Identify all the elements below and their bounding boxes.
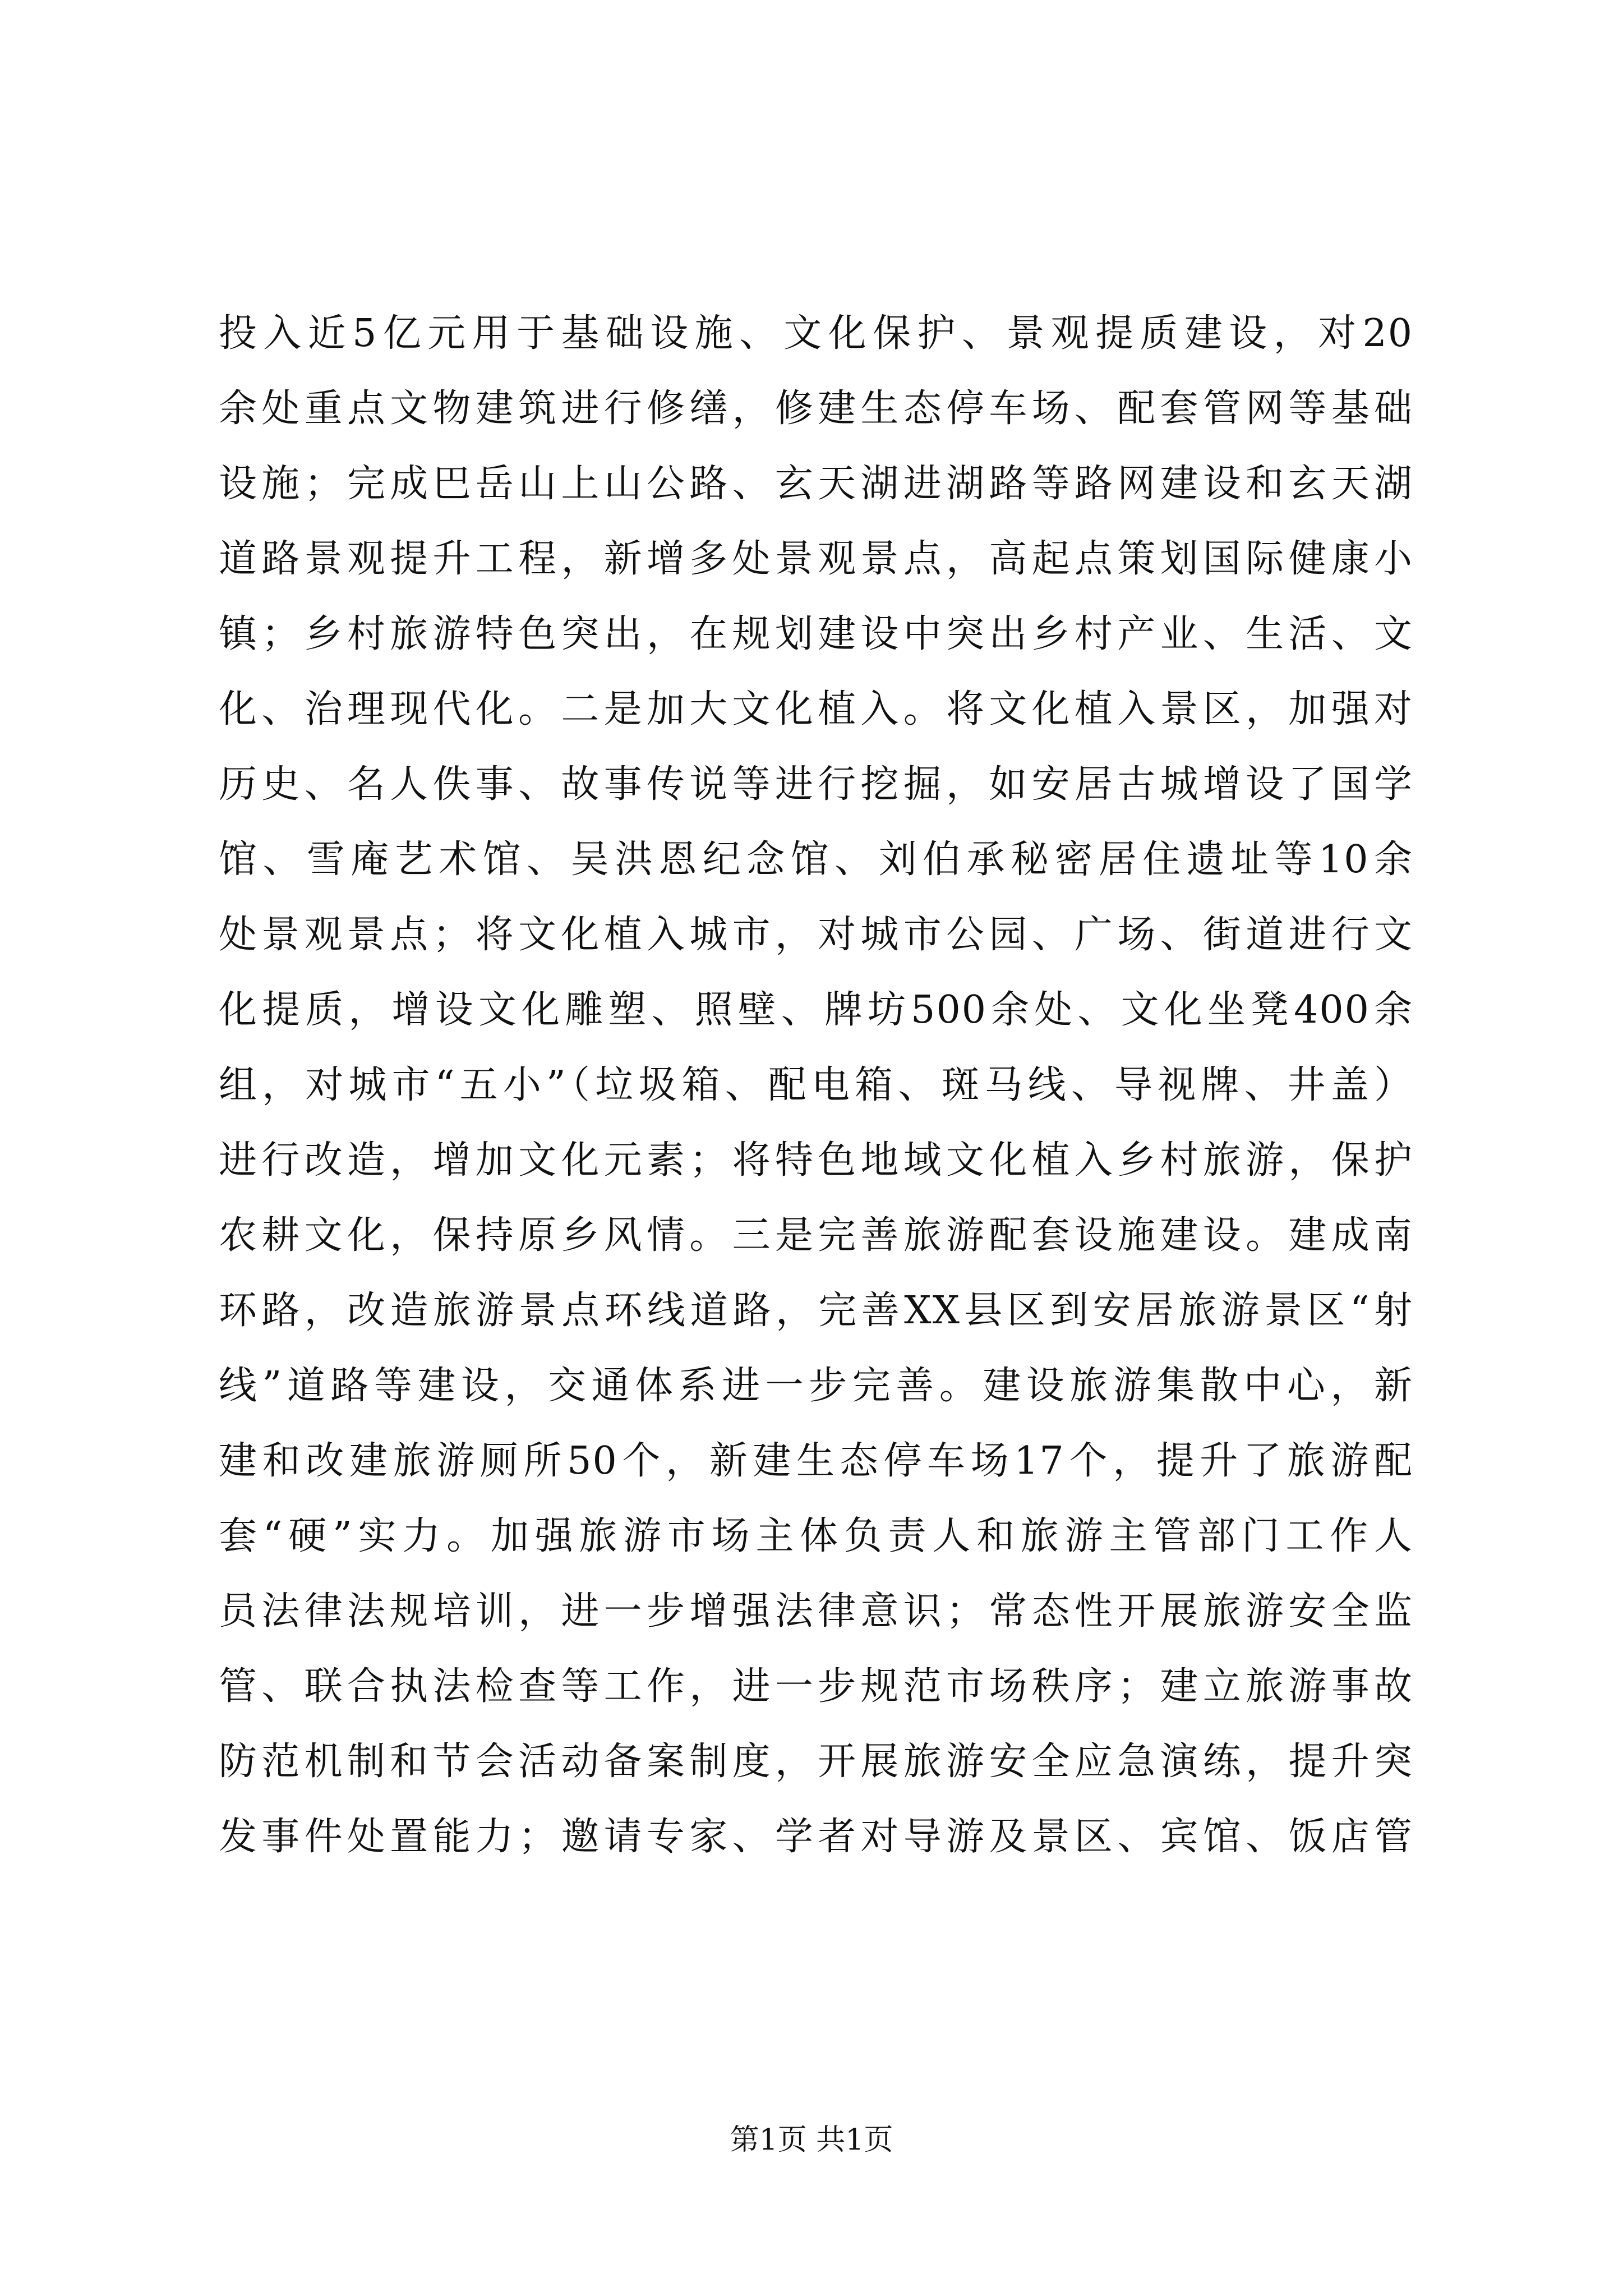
text-line: 余处重点文物建筑进行修缮，修建生态停车场、配套管网等基础: [219, 386, 1413, 431]
text-line: 农耕文化，保持原乡风情。三是完善旅游配套设施建设。建成南: [219, 1213, 1413, 1258]
text-line: 馆、雪庵艺术馆、吴洪恩纪念馆、刘伯承秘密居住遗址等10余: [219, 838, 1413, 882]
text-line: 投入近5亿元用于基础设施、文化保护、景观提质建设，对20: [219, 311, 1413, 356]
text-line: 设施；完成巴岳山上山公路、玄天湖进湖路等路网建设和玄天湖: [219, 462, 1413, 506]
page-number-footer: 第1页 共1页: [730, 2123, 893, 2157]
body-paragraph: [219, 296, 1413, 1875]
text-line: 处景观景点；将文化植入城市，对城市公园、广场、街道进行文: [219, 913, 1413, 957]
text-line: 进行改造，增加文化元素；将特色地域文化植入乡村旅游，保护: [219, 1138, 1413, 1182]
text-line: 员法律法规培训，进一步增强法律意识；常态性开展旅游安全监: [219, 1589, 1413, 1634]
text-line: 环路，改造旅游景点环线道路，完善XX县区到安居旅游景区“射: [219, 1289, 1413, 1333]
text-line: 镇；乡村旅游特色突出，在规划建设中突出乡村产业、生活、文: [219, 612, 1413, 656]
text-line: 组，对城市“五小”（垃圾箱、配电箱、斑马线、导视牌、井盖）: [219, 1063, 1413, 1107]
text-line: 历史、名人佚事、故事传说等进行挖掘，如安居古城增设了国学: [219, 762, 1413, 807]
text-line: 发事件处置能力；邀请专家、学者对导游及景区、宾馆、饭店管: [219, 1815, 1413, 1859]
text-line: 防范机制和节会活动备案制度，开展旅游安全应急演练，提升突: [219, 1740, 1413, 1784]
text-line: 套“硬”实力。加强旅游市场主体负责人和旅游主管部门工作人: [219, 1514, 1413, 1558]
text-line: 化提质，增设文化雕塑、照壁、牌坊500余处、文化坐凳400余: [219, 988, 1413, 1032]
text-line: 道路景观提升工程，新增多处景观景点，高起点策划国际健康小: [219, 537, 1413, 581]
text-line: 建和改建旅游厕所50个，新建生态停车场17个，提升了旅游配: [219, 1439, 1413, 1483]
text-line: 线”道路等建设，交通体系进一步完善。建设旅游集散中心，新: [219, 1364, 1413, 1408]
text-line: 管、联合执法检查等工作，进一步规范市场秩序；建立旅游事故: [219, 1664, 1413, 1709]
text-line: 化、治理现代化。二是加大文化植入。将文化植入景区，加强对: [219, 687, 1413, 731]
